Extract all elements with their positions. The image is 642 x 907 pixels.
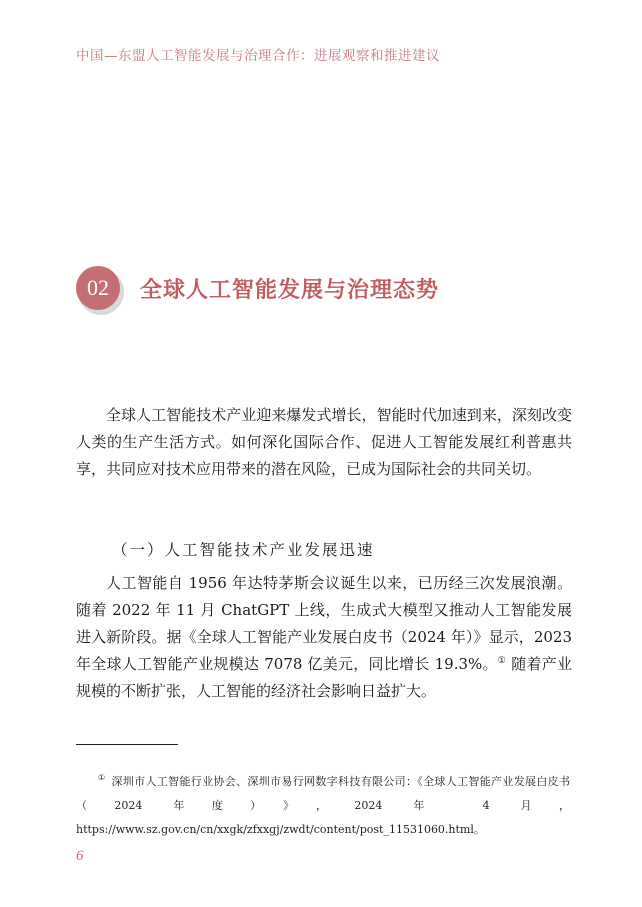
footnote-mark: ①: [98, 773, 106, 783]
chapter-heading: [76, 266, 576, 316]
intro-paragraph: [76, 402, 572, 483]
footnote: [76, 770, 570, 842]
running-header: 中国—东盟人工智能发展与治理合作：进展观察和推进建议: [76, 48, 440, 64]
chapter-number-badge: 02: [76, 266, 120, 310]
section-text-before-ref: 人工智能自 1956 年达特茅斯会议诞生以来，已历经三次发展浪潮。随着 2022 年 11 月 ChatGPT 上线，生成式大模型又推动人工智能发展进入新阶段。据《全球人工智能产业发展白皮书（2024 年）》显示，2023 年全球人工智能产业规模达 7078 亿美元，同比增长 19.3%。: [76, 574, 572, 673]
section-text-after-ref: 随着产业规模的不断扩张，人工智能的经济社会影响日益扩大。: [76, 655, 572, 700]
section-heading: （一）人工智能技术产业发展迅速: [112, 541, 375, 559]
page-number: 6: [76, 848, 84, 864]
footnote-text: 深圳市人工智能行业协会、深圳市易行网数字科技有限公司：《全球人工智能产业发展白皮书（2024 年度）》，2024 年 4 月，https://www.sz.gov.cn/cn/xxgk/zfxxgj/zwdt/content/post_11531060.html。: [76, 775, 570, 836]
footnote-reference[interactable]: ①: [497, 656, 507, 666]
section-paragraph: [76, 570, 572, 705]
footnote-divider: [76, 744, 178, 745]
section-text: [76, 570, 572, 705]
chapter-title: 全球人工智能发展与治理态势: [140, 278, 440, 303]
intro-text: 全球人工智能技术产业迎来爆发式增长，智能时代加速到来，深刻改变人类的生产生活方式。如何深化国际合作、促进人工智能发展红利普惠共享，共同应对技术应用带来的潜在风险，已成为国际社会的共同关切。: [76, 406, 572, 478]
